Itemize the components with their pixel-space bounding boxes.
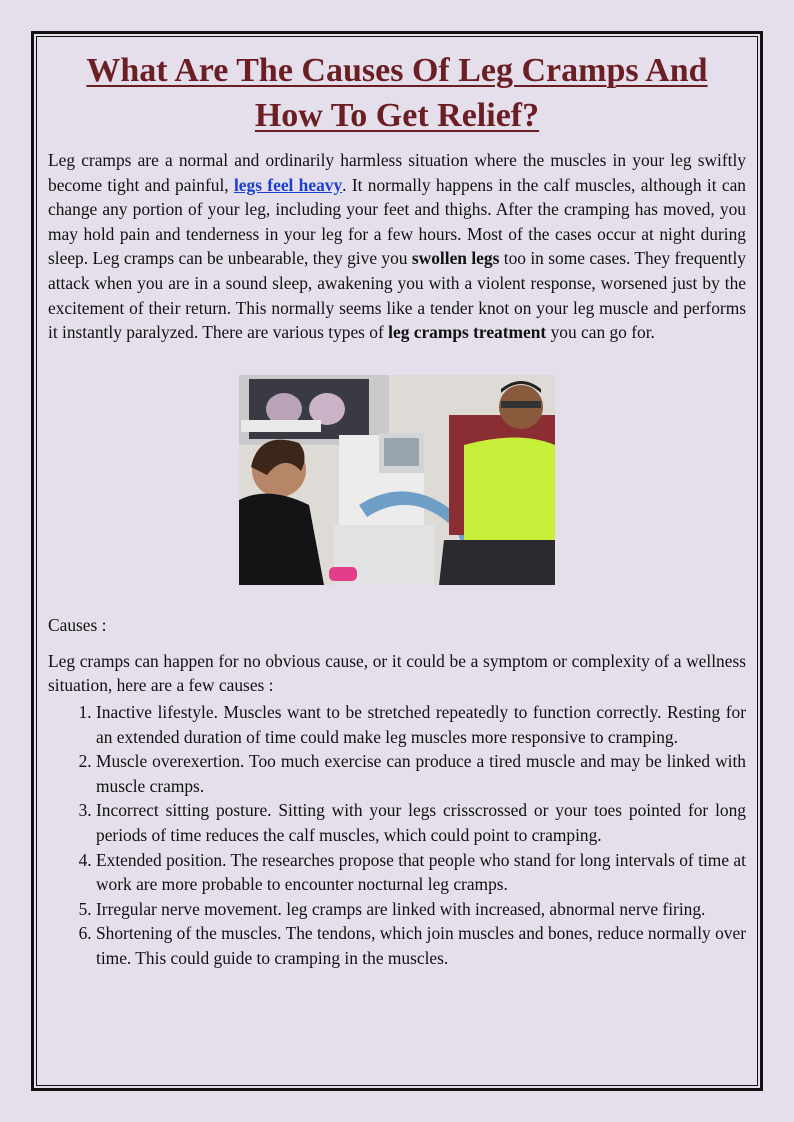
clinic-photo — [239, 375, 555, 585]
list-item: 3. Incorrect sitting posture. Sitting with your legs crisscrossed or your toes pointed for long periods of time reduces the calf muscles, which could point to cramping. — [96, 798, 746, 847]
title-line-1: What Are The Causes Of Leg Cramps And — [86, 52, 708, 89]
swollen-legs-bold: swollen legs — [411, 248, 500, 269]
list-item: 1. Inactive lifestyle. Muscles want to be stretched repeatedly to function correctly. Resting for an extended duration of time could make leg muscles more responsive to cramping. — [96, 700, 746, 749]
clinic-photo-illustration — [239, 375, 555, 585]
intro-paragraph — [48, 148, 746, 345]
list-item: 6. Shortening of the muscles. The tendons, which join muscles and bones, reduce normally over time. This could guide to cramping in the muscles. — [96, 921, 746, 970]
intro-text-3: too in some cases. They frequently attack when you are in a sound sleep, awakening you with a violent response, worsened just by the excitement of their return. This normally seems like a tender knot on your leg muscle and performs it instantly paralyzed. There are various types of — [48, 248, 747, 343]
list-item: 2. Muscle overexertion. Too much exercise can produce a tired muscle and may be linked with muscle cramps. — [96, 749, 746, 798]
article — [48, 48, 746, 970]
intro-text-2: . It normally happens in the calf muscles, although it can change any portion of your leg, including your feet and thighs. After the cramping has moved, you may hold pain and tenderness in your leg for a few hours. Most of the cases occur at night during sleep. Leg cramps can be unbearable, they give you — [48, 174, 746, 269]
legs-feel-heavy-link[interactable]: legs feel heavy — [233, 174, 343, 195]
intro-text-1: Leg cramps are a normal and ordinarily harmless situation where the muscles in your leg swiftly become tight and painful, — [48, 150, 746, 195]
causes-list — [48, 700, 746, 971]
leg-cramps-treatment-bold: leg cramps treatment — [388, 322, 547, 343]
causes-heading: Causes : — [48, 614, 107, 635]
list-item: 5. Irregular nerve movement. leg cramps are linked with increased, abnormal nerve firing. — [96, 897, 746, 922]
page-title — [48, 48, 746, 138]
causes-intro: Leg cramps can happen for no obvious cause, or it could be a symptom or complexity of a wellness situation, here are a few causes : — [48, 650, 746, 696]
list-item: 4. Extended position. The researches propose that people who stand for long intervals of time at work are more probable to encounter nocturnal leg cramps. — [96, 848, 746, 897]
title-line-2: How To Get Relief? — [254, 97, 540, 134]
intro-text-4: you can go for. — [546, 322, 655, 343]
